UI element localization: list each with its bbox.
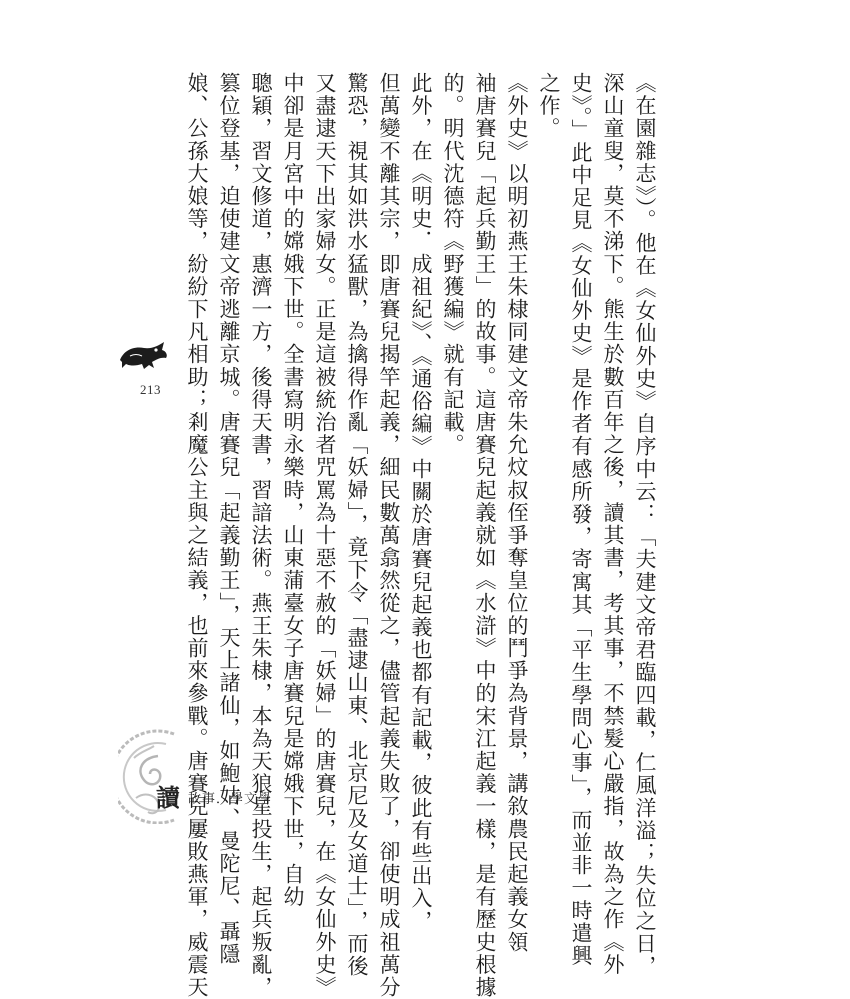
text-column: 此外，在《明史．成祖紀》、《通俗編》中關於唐賽兒起義也都有記載，彼此有些出入，	[409, 72, 433, 933]
text-column: 的。明代沈德符《野獲編》就有記載。	[441, 72, 465, 457]
text-column: 但萬變不離其宗，即唐賽兒揭竿起義，細民數萬翕然從之，儘管起義失敗了，卻使明成祖萬分	[377, 72, 401, 999]
text-column: 中卻是月宮中的嫦娥下世。全書寫明永樂時，山東蒲臺女子唐賽兒是嫦娥下世，自幼	[281, 72, 305, 909]
text-column: 篡位登基，迫使建文帝逃離京城。唐賽兒「起義勤王」，天上諸仙，如鮑姑、曼陀尼、聶隱	[217, 72, 241, 966]
text-column: 史》。」此中足見《女仙外史》是作者有感所發，寄寓其「平生學問心事」，而並非一時遣興	[569, 72, 593, 968]
text-column: 又盡逮天下出家婦女。正是這被統治者咒罵為十惡不赦的「妖婦」的唐賽兒，在《女仙外史》	[313, 72, 337, 999]
beast-emblem-icon	[116, 338, 170, 372]
page-number: 213	[140, 382, 161, 397]
text-column: 聰穎，習文修道，惠濟一方，後得天書，習諳法術。燕王朱棣，本為天狼星投生，起兵叛亂，	[249, 72, 273, 999]
text-column: 之作。	[537, 72, 561, 140]
text-column: 深山童叟，莫不涕下。熊生於數百年之後，讀其書，考其事，不禁髮心嚴指，故為之作《外	[601, 72, 625, 976]
footer-series-title: 故事．學文學	[188, 792, 273, 807]
footer-read-character: 讀	[156, 783, 180, 812]
text-column: 袖唐賽兒「起兵勤王」的故事。這唐賽兒起義就如《水滸》中的宋江起義一樣，是有歷史根據	[473, 72, 497, 999]
text-column: 驚恐，視其如洪水猛獸，為擒得作亂「妖婦」，竟下令「盡逮山東、北京尼及女道士」，而後	[345, 72, 369, 978]
text-column: 《在園雜志》）。他在《女仙外史》自序中云：「夫建文帝君臨四載，仁風洋溢；失位之日，	[633, 72, 657, 978]
text-column: 《外史》以明初燕王朱棣同建文帝朱允炆叔侄爭奪皇位的鬥爭為背景，講敘農民起義女領	[505, 72, 529, 954]
text-column: 娘、公孫大娘等，紛紛下凡相助；剎魔公主與之結義，也前來參戰。唐賽兒屢敗燕軍，威震天	[185, 72, 209, 999]
